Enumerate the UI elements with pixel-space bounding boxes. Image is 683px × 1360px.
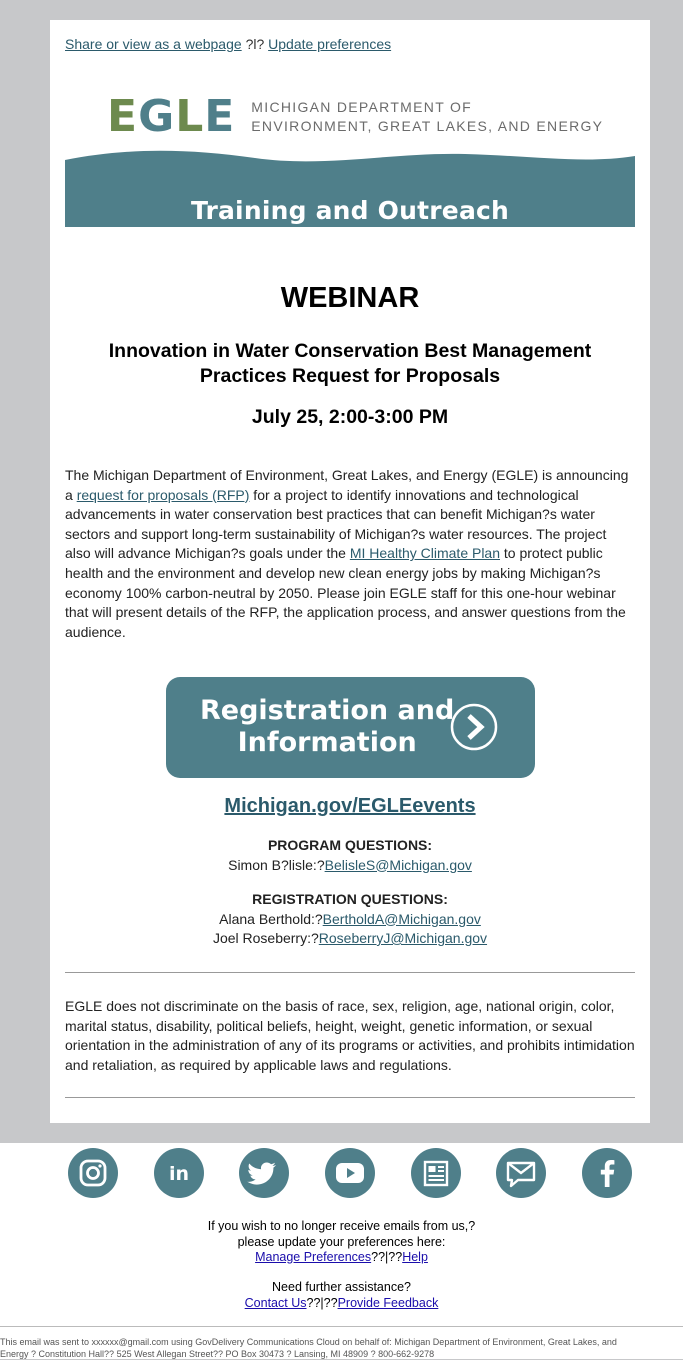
unsub-line-1: If you wish to no longer receive emails from us,?	[0, 1219, 683, 1235]
share-link[interactable]: Share or view as a webpage	[65, 36, 242, 52]
contact-email-link[interactable]: RoseberryJ@Michigan.gov	[319, 930, 487, 946]
contact-row	[65, 856, 635, 876]
svg-text:in: in	[169, 1163, 189, 1185]
events-link-row	[65, 795, 635, 818]
twitter-icon	[239, 1148, 289, 1198]
instagram-icon	[68, 1148, 118, 1198]
registration-questions-heading: REGISTRATION QUESTIONS:	[65, 890, 635, 910]
event-title: Innovation in Water Conservation Best Management Practices Request for Proposals	[65, 339, 635, 389]
fine-print-line-1: This email was sent to xxxxxx@gmail.com using GovDelivery Communications Cloud on behalf of: Michigan Department of Environment, Great Lakes, and	[0, 1337, 683, 1349]
newsletter-link[interactable]	[411, 1148, 461, 1198]
department-name	[251, 98, 603, 136]
contact-name: Simon B?lisle:?	[228, 857, 325, 873]
contact-email-link[interactable]: BertholdA@Michigan.gov	[323, 911, 481, 927]
program-questions	[65, 836, 635, 875]
divider	[65, 972, 635, 973]
help-link[interactable]: Help	[402, 1250, 428, 1264]
rfp-link[interactable]: request for proposals (RFP)	[77, 487, 250, 503]
footer-separator: ??|??	[307, 1296, 338, 1310]
contact-name: Alana Berthold:?	[219, 911, 323, 927]
chevron-right-circle-icon	[450, 703, 498, 751]
update-preferences-link[interactable]: Update preferences	[268, 36, 391, 52]
header-banner	[65, 92, 635, 227]
facebook-link[interactable]	[582, 1148, 632, 1198]
registration-button[interactable]	[166, 677, 535, 778]
program-questions-heading: PROGRAM QUESTIONS:	[65, 836, 635, 856]
contact-row	[65, 910, 635, 930]
fine-print-line-2: Energy ? Constitution Hall?? 525 West Allegan Street?? PO Box 30473 ? Lansing, MI 48909 ? 800-662-9278	[0, 1349, 683, 1360]
newsletter-icon	[411, 1148, 461, 1198]
divider	[65, 1097, 635, 1098]
banner-title: Training and Outreach	[65, 196, 635, 225]
contact-name: Joel Roseberry:?	[213, 930, 319, 946]
registration-questions	[65, 890, 635, 949]
manage-preferences-link[interactable]: Manage Preferences	[255, 1250, 371, 1264]
email-card	[50, 20, 650, 1123]
desc-part-2: for a project to identify innovations and technological advancements in water conservation best practices that can benefit Michigan?s water sectors and support long-term sustainability of Michigan?s water resources. The project also will advance Michigan?s goals under the	[65, 487, 606, 562]
contact-row	[65, 929, 635, 949]
egle-wordmark: EGLE	[107, 97, 235, 137]
youtube-link[interactable]	[325, 1148, 375, 1198]
footer-separator: ??|??	[371, 1250, 402, 1264]
linkedin-icon	[154, 1148, 204, 1198]
twitter-link[interactable]	[239, 1148, 289, 1198]
dept-line-2: ENVIRONMENT, GREAT LAKES, AND ENERGY	[251, 117, 603, 136]
top-links	[65, 36, 635, 52]
cta-line-2: Information	[200, 727, 454, 759]
egle-logo	[107, 97, 603, 137]
youtube-icon	[325, 1148, 375, 1198]
desc-part-1: The Michigan Department of Environment, Great Lakes, and Energy (EGLE) is announcing a	[65, 467, 628, 503]
nondiscrimination-notice: EGLE does not discriminate on the basis of race, sex, religion, age, national origin, color, marital status, disability, political beliefs, height, weight, genetic information, or sexual orientation in the administration of any of its programs or activities, and prohibits intimidation and retaliation, as required by applicable laws and regulations.	[65, 997, 635, 1075]
cta-line-1: Registration and	[200, 695, 454, 727]
webinar-kicker: WEBINAR	[65, 282, 635, 315]
footer-divider	[0, 1326, 683, 1327]
event-description	[65, 466, 635, 642]
unsubscribe-block	[0, 1219, 683, 1266]
event-date: July 25, 2:00-3:00 PM	[65, 406, 635, 429]
facebook-icon	[582, 1148, 632, 1198]
provide-feedback-link[interactable]: Provide Feedback	[338, 1296, 439, 1310]
social-links	[68, 1148, 633, 1200]
email-link[interactable]	[496, 1148, 546, 1198]
contact-email-link[interactable]: BelisleS@Michigan.gov	[325, 857, 472, 873]
climate-plan-link[interactable]: MI Healthy Climate Plan	[350, 545, 500, 561]
fine-print	[0, 1337, 683, 1360]
contact-us-link[interactable]: Contact Us	[245, 1296, 307, 1310]
assist-row	[0, 1296, 683, 1312]
events-link[interactable]: Michigan.gov/EGLEevents	[224, 795, 475, 817]
registration-button-label	[200, 695, 454, 759]
dept-line-1: MICHIGAN DEPARTMENT OF	[251, 98, 603, 117]
unsub-line-2: please update your preferences here:	[0, 1235, 683, 1251]
instagram-link[interactable]	[68, 1148, 118, 1198]
prefs-row	[0, 1250, 683, 1266]
assist-line: Need further assistance?	[0, 1280, 683, 1296]
assistance-block	[0, 1280, 683, 1311]
top-separator: ?l?	[246, 36, 265, 52]
linkedin-link[interactable]	[154, 1148, 204, 1198]
email-icon	[496, 1148, 546, 1198]
desc-part-3: to protect public health and the environment and develop new clean energy jobs by making Michigan?s economy 100% carbon-neutral by 2050. Please join EGLE staff for this one-hour webinar that will present details of the RFP, the application process, and answer questions from the audience.	[65, 545, 626, 639]
